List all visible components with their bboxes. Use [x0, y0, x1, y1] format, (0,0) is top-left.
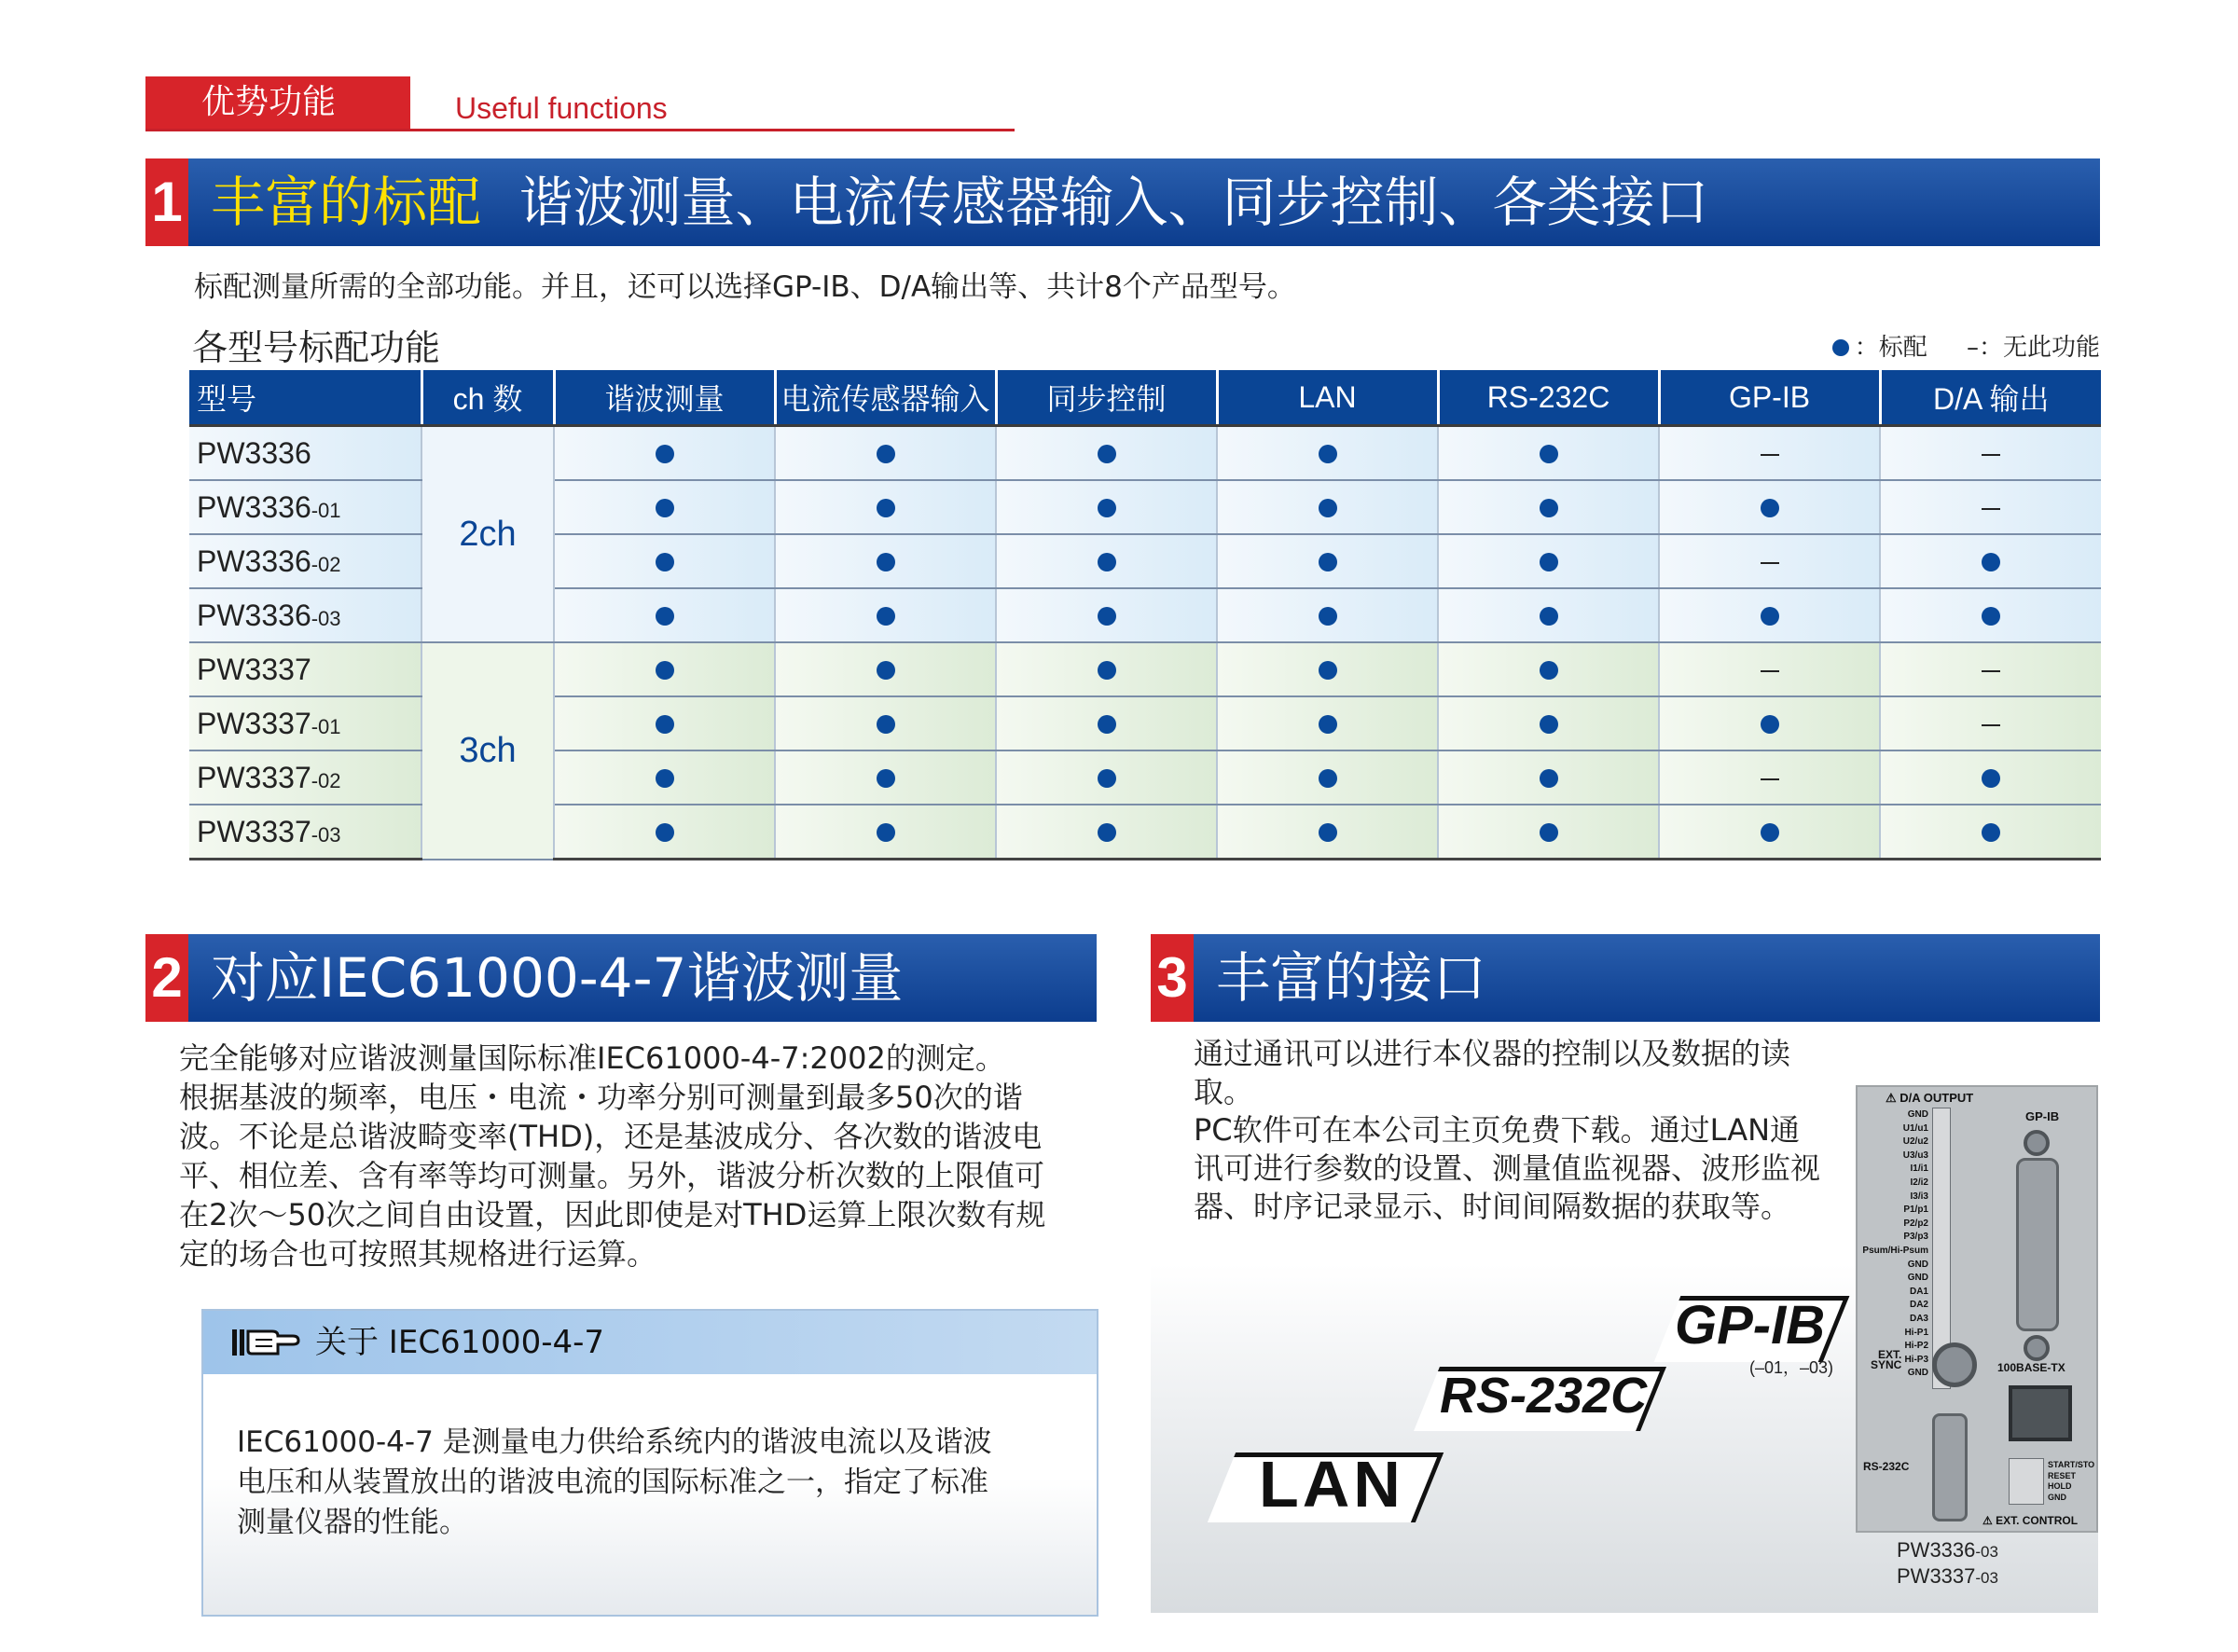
- standard-dot-icon: [1540, 823, 1558, 842]
- section3-line: PC软件可在本公司主页免费下载。通过LAN通: [1194, 1112, 1801, 1148]
- model-feature-table: [189, 370, 2101, 860]
- channel-count: 3ch: [421, 642, 554, 860]
- feature-cell: [775, 534, 996, 588]
- model-name: PW3336-03: [189, 588, 421, 642]
- model-name: PW3336-02: [189, 534, 421, 588]
- none-dash-icon: [1982, 724, 2000, 726]
- standard-dot-icon: [656, 823, 674, 842]
- da-pin-label: I2/i2: [1910, 1177, 1928, 1188]
- da-pin-label: DA2: [1909, 1300, 1928, 1311]
- feature-cell: [775, 805, 996, 860]
- panel-ext-sync-label: EXT. SYNC: [1871, 1348, 1902, 1371]
- feature-cell: [775, 750, 996, 805]
- da-pin-label: Psum/Hi-Psum: [1862, 1246, 1928, 1256]
- gpib-model-note: (–01，–03): [1749, 1358, 1834, 1377]
- note-line: 电压和从装置放出的谐波电流的国际标准之一，指定了标准: [237, 1466, 988, 1499]
- standard-dot-icon: [1540, 499, 1558, 517]
- standard-dot-icon: [1319, 823, 1337, 842]
- column-header: 谐波测量: [554, 370, 775, 426]
- section3-title: 丰富的接口: [1216, 946, 1487, 1010]
- section-tag: [145, 76, 410, 129]
- feature-cell: [1880, 696, 2101, 750]
- column-header: GP-IB: [1659, 370, 1880, 426]
- da-pin-label: U1/u1: [1902, 1122, 1928, 1134]
- section1-bar: [145, 158, 2100, 246]
- ext-pin-label: START/STO: [2048, 1460, 2095, 1469]
- section2-line: 波。不论是总谐波畸变率(THD)，还是基波成分、各次数的谐波电: [179, 1119, 1043, 1154]
- standard-dot-icon: [1982, 823, 2000, 842]
- legend-dash: –: [1966, 334, 1979, 362]
- iec-note-box: [201, 1309, 1098, 1617]
- none-dash-icon: [1982, 670, 2000, 672]
- section2-line: 定的场合也可按照其规格进行运算。: [179, 1236, 657, 1272]
- feature-cell: [1217, 588, 1438, 642]
- section2-bar: [145, 934, 1097, 1022]
- standard-dot-icon: [656, 715, 674, 734]
- feature-cell: [996, 750, 1217, 805]
- table-row: [189, 642, 2101, 696]
- standard-dot-icon: [1540, 715, 1558, 734]
- model-name: PW3337-03: [189, 805, 421, 860]
- ext-pin-label: RESET: [2048, 1470, 2077, 1480]
- da-pin-label: GND: [1907, 1259, 1928, 1270]
- standard-dot-icon: [877, 607, 895, 626]
- section1-number: 1: [145, 158, 188, 246]
- feature-cell: [554, 534, 775, 588]
- tag-en: Useful functions: [455, 91, 668, 125]
- da-pin-label: I3/i3: [1910, 1191, 1928, 1202]
- column-header: 同步控制: [996, 370, 1217, 426]
- feature-cell: [996, 696, 1217, 750]
- section2-line: 在2次～50次之间自由设置，因此即使是对THD运算上限次数有规: [179, 1197, 1046, 1232]
- column-header: ch 数: [421, 370, 554, 426]
- standard-dot-icon: [877, 715, 895, 734]
- standard-dot-icon: [877, 769, 895, 788]
- feature-cell: [1880, 426, 2101, 481]
- note-header: [203, 1311, 1097, 1374]
- feature-cell: [775, 696, 996, 750]
- da-pin-label: Hi-P3: [1904, 1354, 1928, 1365]
- feature-cell: [1438, 588, 1659, 642]
- da-pin-label: DA1: [1909, 1286, 1928, 1297]
- feature-cell: [1659, 750, 1880, 805]
- legend-standard: ：标配: [1854, 334, 1927, 362]
- da-pin-label: GND: [1907, 1273, 1928, 1284]
- standard-dot-icon: [877, 499, 895, 517]
- section2-number: 2: [145, 934, 188, 1022]
- gpib-screw-icon: [2024, 1130, 2050, 1156]
- standard-dot-icon: [656, 445, 674, 463]
- feature-cell: [1659, 805, 1880, 860]
- feature-cell: [554, 696, 775, 750]
- feature-cell: [996, 588, 1217, 642]
- none-dash-icon: [1761, 562, 1779, 564]
- feature-cell: [1659, 642, 1880, 696]
- section3-number: 3: [1151, 934, 1194, 1022]
- standard-dot-icon: [877, 553, 895, 571]
- standard-dot-icon: [1319, 661, 1337, 680]
- section2-title: 对应IEC61000-4-7谐波测量: [211, 946, 904, 1010]
- section2-body: [179, 1039, 1102, 1273]
- feature-cell: [554, 642, 775, 696]
- column-header: 电流传感器输入: [775, 370, 996, 426]
- da-pin-label: U2/u2: [1902, 1136, 1928, 1148]
- feature-cell: [1659, 588, 1880, 642]
- standard-dot-icon: [1319, 769, 1337, 788]
- legend-dot-icon: [1832, 339, 1849, 356]
- da-pin-label: P3/p3: [1903, 1232, 1928, 1243]
- standard-dot-icon: [1098, 715, 1116, 734]
- standard-dot-icon: [1098, 553, 1116, 571]
- feature-cell: [1659, 534, 1880, 588]
- lan-port: [2009, 1385, 2072, 1441]
- standard-dot-icon: [1098, 607, 1116, 626]
- section2-line: 平、相位差、含有率等均可测量。另外，谐波分析次数的上限值可: [179, 1158, 1045, 1193]
- none-dash-icon: [1982, 508, 2000, 510]
- standard-dot-icon: [1319, 499, 1337, 517]
- legend-none: ：无此功能: [1978, 334, 2100, 362]
- da-pin-label: I1/i1: [1910, 1163, 1928, 1175]
- table-row: [189, 426, 2101, 481]
- feature-cell: [1880, 480, 2101, 534]
- da-pin-label: Hi-P1: [1904, 1327, 1928, 1338]
- tag-cn: 优势功能: [201, 83, 337, 121]
- standard-dot-icon: [1540, 769, 1558, 788]
- standard-dot-icon: [656, 553, 674, 571]
- da-pin-label: U3/u3: [1902, 1150, 1928, 1161]
- feature-cell: [554, 426, 775, 481]
- standard-dot-icon: [1098, 769, 1116, 788]
- da-pin-label: DA3: [1909, 1314, 1928, 1324]
- note-line: 测量仪器的性能。: [237, 1506, 468, 1539]
- feature-cell: [996, 480, 1217, 534]
- section1-title-rest: 谐波测量、电流传感器输入、同步控制、各类接口: [518, 171, 1709, 234]
- channel-count: 2ch: [421, 426, 554, 643]
- feature-cell: [554, 588, 775, 642]
- section1-title: [211, 158, 1708, 246]
- table-legend: [1832, 328, 2100, 363]
- panel-100base-tx-label: 100BASE-TX: [1997, 1361, 2065, 1374]
- standard-dot-icon: [1319, 607, 1337, 626]
- feature-cell: [996, 534, 1217, 588]
- standard-dot-icon: [1098, 661, 1116, 680]
- table-title: 各型号标配功能: [192, 327, 441, 368]
- feature-cell: [1438, 805, 1659, 860]
- section3-line: 通过通讯可以进行本仪器的控制以及数据的读取。: [1194, 1036, 1791, 1109]
- standard-dot-icon: [656, 499, 674, 517]
- standard-dot-icon: [1098, 445, 1116, 463]
- feature-cell: [1217, 696, 1438, 750]
- da-pin-label: Hi-P2: [1904, 1341, 1928, 1352]
- section2-line: 完全能够对应谐波测量国际标准IEC61000-4-7:2002的测定。: [179, 1040, 1005, 1076]
- ext-terminal-block: [2009, 1458, 2044, 1505]
- da-pin-label: P2/p2: [1903, 1218, 1928, 1229]
- standard-dot-icon: [1761, 715, 1779, 734]
- rear-panel-illustration: [1856, 1085, 2098, 1533]
- da-pin-label: GND: [1907, 1368, 1928, 1379]
- table-header-row: [189, 370, 2101, 426]
- note-line: IEC61000-4-7 是测量电力供给系统内的谐波电流以及谐波: [237, 1425, 992, 1459]
- panel-caption-1: PW3336-03: [1897, 1538, 1998, 1562]
- feature-cell: [775, 480, 996, 534]
- feature-cell: [1659, 426, 1880, 481]
- feature-cell: [1880, 642, 2101, 696]
- feature-cell: [1880, 534, 2101, 588]
- standard-dot-icon: [1319, 445, 1337, 463]
- column-header: LAN: [1217, 370, 1438, 426]
- standard-dot-icon: [877, 661, 895, 680]
- none-dash-icon: [1761, 454, 1779, 456]
- panel-gpib-label: GP-IB: [2025, 1109, 2060, 1123]
- feature-cell: [996, 426, 1217, 481]
- feature-cell: [1438, 642, 1659, 696]
- da-pin-label: P1/p1: [1903, 1205, 1928, 1216]
- feature-cell: [775, 642, 996, 696]
- panel-caption-2: PW3337-03: [1897, 1564, 1998, 1588]
- ext-pin-label: GND: [2048, 1492, 2066, 1502]
- standard-dot-icon: [1982, 553, 2000, 571]
- feature-cell: [1438, 534, 1659, 588]
- feature-cell: [554, 480, 775, 534]
- standard-dot-icon: [1761, 499, 1779, 517]
- feature-cell: [1438, 696, 1659, 750]
- feature-cell: [554, 805, 775, 860]
- standard-dot-icon: [1540, 553, 1558, 571]
- feature-cell: [1217, 642, 1438, 696]
- standard-dot-icon: [1098, 823, 1116, 842]
- standard-dot-icon: [1761, 607, 1779, 626]
- feature-cell: [1217, 805, 1438, 860]
- model-name: PW3336: [189, 426, 421, 481]
- note-title: 关于 IEC61000-4-7: [315, 1324, 605, 1361]
- standard-dot-icon: [1098, 499, 1116, 517]
- feature-cell: [554, 750, 775, 805]
- feature-cell: [1880, 805, 2101, 860]
- standard-dot-icon: [1540, 607, 1558, 626]
- model-name: PW3336-01: [189, 480, 421, 534]
- section1-title-highlight: 丰富的标配: [211, 171, 482, 234]
- standard-dot-icon: [1319, 553, 1337, 571]
- feature-cell: [996, 642, 1217, 696]
- standard-dot-icon: [1982, 607, 2000, 626]
- feature-cell: [1880, 588, 2101, 642]
- section3-line: 器、时序记录显示、时间间隔数据的获取等。: [1194, 1189, 1791, 1224]
- panel-rs232c-label: RS-232C: [1863, 1460, 1910, 1473]
- standard-dot-icon: [656, 607, 674, 626]
- feature-cell: [1438, 426, 1659, 481]
- feature-cell: [1217, 480, 1438, 534]
- column-header: D/A 输出: [1880, 370, 2101, 426]
- feature-cell: [1659, 696, 1880, 750]
- none-dash-icon: [1761, 778, 1779, 780]
- standard-dot-icon: [1761, 823, 1779, 842]
- column-header: 型号: [189, 370, 421, 426]
- standard-dot-icon: [656, 769, 674, 788]
- column-header: RS-232C: [1438, 370, 1659, 426]
- feature-cell: [775, 588, 996, 642]
- standard-dot-icon: [877, 445, 895, 463]
- feature-cell: [996, 805, 1217, 860]
- section2-line: 根据基波的频率，电压・电流・功率分别可测量到最多50次的谐: [179, 1080, 1023, 1115]
- section1-description: 标配测量所需的全部功能。并且，还可以选择GP-IB、D/A输出等、共计8个产品型号。: [194, 270, 1296, 304]
- panel-da-output-label: ⚠ D/A OUTPUT: [1886, 1091, 1974, 1105]
- feature-cell: [1217, 426, 1438, 481]
- rs232c-connector: [1932, 1413, 1968, 1521]
- standard-dot-icon: [877, 823, 895, 842]
- standard-dot-icon: [1540, 445, 1558, 463]
- gpib-screw-icon: [2024, 1335, 2050, 1361]
- standard-dot-icon: [1982, 769, 2000, 788]
- standard-dot-icon: [1540, 661, 1558, 680]
- section3-line: 讯可进行参数的设置、测量值监视器、波形监视: [1194, 1150, 1821, 1186]
- standard-dot-icon: [1319, 715, 1337, 734]
- gpib-connector: [2016, 1158, 2059, 1331]
- bnc-connector-icon: [1932, 1342, 1977, 1387]
- section3-bar: [1151, 934, 2100, 1022]
- panel-ext-control-label: ⚠ EXT. CONTROL: [1982, 1514, 2079, 1527]
- model-name: PW3337: [189, 642, 421, 696]
- ext-pin-label: HOLD: [2048, 1481, 2072, 1491]
- pointing-hand-icon: [231, 1328, 300, 1357]
- none-dash-icon: [1982, 454, 2000, 456]
- feature-cell: [1217, 534, 1438, 588]
- none-dash-icon: [1761, 670, 1779, 672]
- feature-cell: [1659, 480, 1880, 534]
- tag-underline: [145, 129, 1015, 131]
- feature-cell: [1438, 480, 1659, 534]
- model-name: PW3337-01: [189, 696, 421, 750]
- feature-cell: [1880, 750, 2101, 805]
- standard-dot-icon: [656, 661, 674, 680]
- note-body: [237, 1423, 1076, 1543]
- feature-cell: [775, 426, 996, 481]
- feature-cell: [1217, 750, 1438, 805]
- feature-cell: [1438, 750, 1659, 805]
- da-pin-label: GND: [1907, 1109, 1928, 1120]
- model-name: PW3337-02: [189, 750, 421, 805]
- section3-body: [1194, 1035, 1846, 1226]
